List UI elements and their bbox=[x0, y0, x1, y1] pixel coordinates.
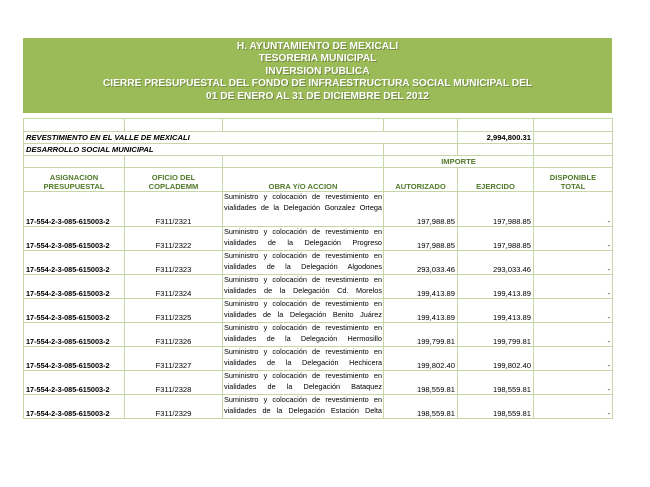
row-disponible: - bbox=[534, 275, 613, 299]
header-row-importe bbox=[24, 156, 613, 168]
row-autorizado: 293,033.46 bbox=[384, 251, 458, 275]
row-autorizado: 199,413.89 bbox=[384, 275, 458, 299]
table-row bbox=[24, 395, 613, 419]
col-disponible-line2: TOTAL bbox=[560, 182, 586, 191]
header-line-closing: CIERRE PRESUPUESTAL DEL FONDO DE INFRAESTRUCTURA SOCIAL MUNICIPAL DEL bbox=[102, 78, 533, 90]
row-code: 17-554-2-3-085-615003-2 bbox=[24, 192, 125, 227]
row-ejercido: 198,559.81 bbox=[458, 395, 534, 419]
row-ejercido: 199,413.89 bbox=[458, 299, 534, 323]
row-disponible: - bbox=[534, 395, 613, 419]
row-description: Suministro y colocación de revestimiento en vialidades de la Delegación Estación Delta bbox=[223, 395, 384, 419]
row-code: 17-554-2-3-085-615003-2 bbox=[24, 371, 125, 395]
report-header-banner bbox=[23, 38, 612, 113]
col-oficio-line1: OFICIO DEL bbox=[151, 173, 196, 182]
row-code: 17-554-2-3-085-615003-2 bbox=[24, 395, 125, 419]
table-row bbox=[24, 371, 613, 395]
header-line-investment: INVERSION PUBLICA bbox=[265, 65, 370, 77]
row-description: Suministro y colocación de revestimiento en vialidades de la Delegación Progreso bbox=[223, 227, 384, 251]
row-description: Suministro y colocación de revestimiento en vialidades de la Delegación Gonzalez Ortega bbox=[223, 192, 384, 227]
col-autorizado: AUTORIZADO bbox=[384, 168, 458, 192]
col-asignacion-line2: PRESUPUESTAL bbox=[43, 182, 105, 191]
row-oficio: F311/2326 bbox=[125, 323, 223, 347]
col-obra: OBRA Y/O ACCION bbox=[223, 168, 384, 192]
row-oficio: F311/2328 bbox=[125, 371, 223, 395]
row-description: Suministro y colocación de revestimiento en vialidades de la Delegación Cd. Morelos bbox=[223, 275, 384, 299]
row-code: 17-554-2-3-085-615003-2 bbox=[24, 251, 125, 275]
row-disponible: - bbox=[534, 299, 613, 323]
row-autorizado: 198,559.81 bbox=[384, 395, 458, 419]
row-code: 17-554-2-3-085-615003-2 bbox=[24, 323, 125, 347]
col-asignacion-line1: ASIGNACION bbox=[49, 173, 99, 182]
table-row bbox=[24, 275, 613, 299]
row-disponible: - bbox=[534, 251, 613, 275]
row-ejercido: 199,413.89 bbox=[458, 275, 534, 299]
row-description: Suministro y colocación de revestimiento en vialidades de la Delegación Hechicera bbox=[223, 347, 384, 371]
row-autorizado: 197,988.85 bbox=[384, 227, 458, 251]
row-disponible: - bbox=[534, 227, 613, 251]
row-description: Suministro y colocación de revestimiento en vialidades de la Delegación Benito Juárez bbox=[223, 299, 384, 323]
row-oficio: F311/2325 bbox=[125, 299, 223, 323]
table-row bbox=[24, 323, 613, 347]
table-row bbox=[24, 299, 613, 323]
row-ejercido: 293,033.46 bbox=[458, 251, 534, 275]
row-ejercido: 199,802.40 bbox=[458, 347, 534, 371]
spacer-row bbox=[24, 119, 613, 132]
row-oficio: F311/2329 bbox=[125, 395, 223, 419]
row-code: 17-554-2-3-085-615003-2 bbox=[24, 227, 125, 251]
col-ejercido: EJERCIDO bbox=[458, 168, 534, 192]
row-disponible: - bbox=[534, 347, 613, 371]
row-oficio: F311/2323 bbox=[125, 251, 223, 275]
program-total: 2,994,800.31 bbox=[458, 132, 534, 144]
row-description: Suministro y colocación de revestimiento en vialidades de la Delegación Algodones bbox=[223, 251, 384, 275]
row-autorizado: 199,802.40 bbox=[384, 347, 458, 371]
header-line-period: 01 DE ENERO AL 31 DE DICIEMBRE DEL 2012 bbox=[206, 90, 429, 102]
row-description: Suministro y colocación de revestimiento en vialidades de la Delegación Hermosillo bbox=[223, 323, 384, 347]
importe-header: IMPORTE bbox=[384, 156, 534, 168]
col-asignacion bbox=[24, 168, 125, 192]
column-header-row bbox=[24, 168, 613, 192]
program-title: REVESTIMIENTO EN EL VALLE DE MEXICALI bbox=[24, 132, 458, 144]
row-ejercido: 199,799.81 bbox=[458, 323, 534, 347]
row-oficio: F311/2322 bbox=[125, 227, 223, 251]
row-disponible: - bbox=[534, 192, 613, 227]
col-oficio bbox=[125, 168, 223, 192]
budget-table bbox=[23, 118, 613, 419]
program-row bbox=[24, 132, 613, 144]
row-code: 17-554-2-3-085-615003-2 bbox=[24, 275, 125, 299]
row-ejercido: 197,988.85 bbox=[458, 192, 534, 227]
col-oficio-line2: COPLADEMM bbox=[148, 182, 199, 191]
row-disponible: - bbox=[534, 371, 613, 395]
col-disponible bbox=[534, 168, 613, 192]
table-row bbox=[24, 251, 613, 275]
table-row bbox=[24, 227, 613, 251]
row-disponible: - bbox=[534, 323, 613, 347]
row-ejercido: 197,988.85 bbox=[458, 227, 534, 251]
program-area: DESARROLLO SOCIAL MUNICIPAL bbox=[24, 144, 384, 156]
col-disponible-line1: DISPONIBLE bbox=[549, 173, 597, 182]
row-autorizado: 197,988.85 bbox=[384, 192, 458, 227]
row-code: 17-554-2-3-085-615003-2 bbox=[24, 347, 125, 371]
row-ejercido: 198,559.81 bbox=[458, 371, 534, 395]
row-autorizado: 199,413.89 bbox=[384, 299, 458, 323]
row-description: Suministro y colocación de revestimiento en vialidades de la Delegación Bataquez bbox=[223, 371, 384, 395]
row-oficio: F311/2324 bbox=[125, 275, 223, 299]
row-autorizado: 198,559.81 bbox=[384, 371, 458, 395]
row-code: 17-554-2-3-085-615003-2 bbox=[24, 299, 125, 323]
row-autorizado: 199,799.81 bbox=[384, 323, 458, 347]
header-line-municipality: H. AYUNTAMIENTO DE MEXICALI bbox=[236, 41, 399, 52]
row-oficio: F311/2321 bbox=[125, 192, 223, 227]
table-row bbox=[24, 192, 613, 227]
area-row bbox=[24, 144, 613, 156]
table-row bbox=[24, 347, 613, 371]
header-line-treasury: TESORERIA MUNICIPAL bbox=[258, 53, 377, 65]
row-oficio: F311/2327 bbox=[125, 347, 223, 371]
